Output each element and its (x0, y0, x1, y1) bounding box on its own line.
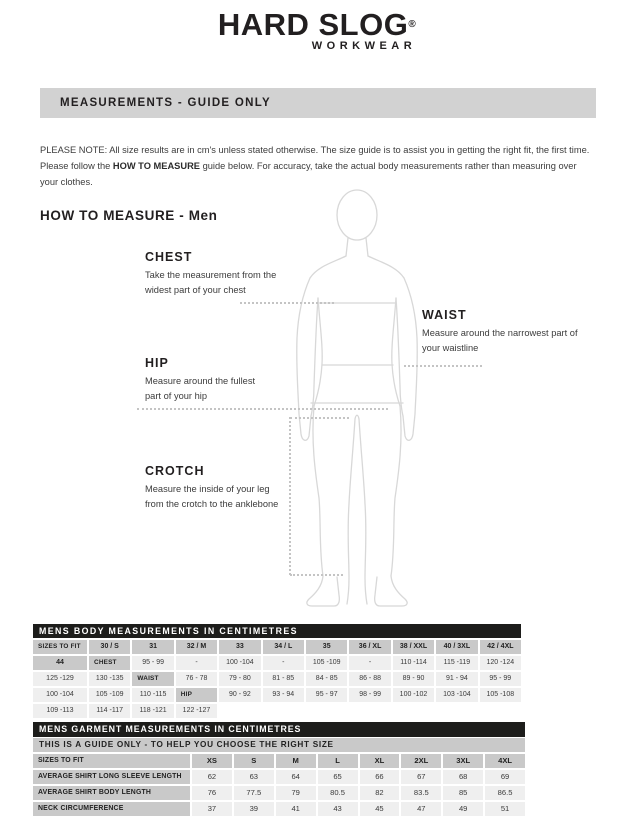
body-row-label-0: CHEST (89, 656, 130, 670)
body-cell-1-9: 105 -109 (89, 688, 130, 702)
chest-measure-line (240, 302, 334, 304)
garment-cell-2-6: 49 (443, 802, 483, 816)
body-cell-1-6: 91 - 94 (436, 672, 477, 686)
body-size-col-2: 32 / M (176, 640, 217, 654)
garment-cell-0-0: 62 (192, 770, 232, 784)
body-size-col-10: 44 (33, 656, 87, 670)
garment-size-col-4: XL (360, 754, 400, 768)
garment-cell-1-0: 76 (192, 786, 232, 800)
please-note-text (40, 142, 592, 190)
body-sizes-header-label: SIZES TO FIT (33, 640, 87, 654)
hip-label: HIP (145, 356, 169, 370)
body-cell-2-4: 100 -102 (393, 688, 434, 702)
body-cell-1-1: 79 - 80 (219, 672, 260, 686)
body-cell-0-2: 100 -104 (219, 656, 260, 670)
garment-sizes-header-label: SIZES TO FIT (33, 754, 190, 768)
crotch-measure-line-vertical (289, 417, 291, 575)
body-size-col-8: 40 / 3XL (436, 640, 477, 654)
garment-cell-0-2: 64 (276, 770, 316, 784)
garment-cell-1-1: 77.5 (234, 786, 274, 800)
garment-cell-2-3: 43 (318, 802, 358, 816)
garment-row-label-2: NECK CIRCUMFERENCE (33, 802, 190, 816)
brand-logo (0, 9, 634, 54)
body-cell-0-9: 125 -129 (33, 672, 87, 686)
waist-section (422, 308, 582, 356)
garment-table-grid (33, 754, 525, 816)
garment-cell-2-4: 45 (360, 802, 400, 816)
garment-cell-1-5: 83.5 (401, 786, 441, 800)
body-cell-1-2: 81 - 85 (263, 672, 304, 686)
chest-description: Take the measurement from the widest part of your chest (145, 270, 277, 295)
body-cell-0-8: 120 -124 (480, 656, 521, 670)
garment-cell-0-4: 66 (360, 770, 400, 784)
body-size-col-9: 42 / 4XL (480, 640, 521, 654)
registered-mark: ® (408, 19, 417, 30)
measurements-title: MEASUREMENTS - GUIDE ONLY (60, 97, 271, 109)
garment-size-col-0: XS (192, 754, 232, 768)
garment-table-title: MENS GARMENT MEASUREMENTS IN CENTIMETRES (33, 722, 525, 737)
garment-cell-0-6: 68 (443, 770, 483, 784)
body-cell-0-10: 130 -135 (89, 672, 130, 686)
body-table-title: MENS BODY MEASUREMENTS IN CENTIMETRES (33, 624, 521, 638)
body-cell-2-2: 95 - 97 (306, 688, 347, 702)
crotch-description: Measure the inside of your leg from the crotch to the anklebone (145, 484, 279, 509)
body-figure-illustration (278, 186, 438, 611)
garment-cell-1-7: 86.5 (485, 786, 525, 800)
body-cell-0-3: - (263, 656, 304, 670)
garment-cell-2-5: 47 (401, 802, 441, 816)
garment-size-col-1: S (234, 754, 274, 768)
garment-cell-2-1: 39 (234, 802, 274, 816)
garment-cell-1-2: 79 (276, 786, 316, 800)
body-cell-1-0: 76 - 78 (176, 672, 217, 686)
garment-size-col-6: 3XL (443, 754, 483, 768)
garment-table-subtitle: THIS IS A GUIDE ONLY - TO HELP YOU CHOOSE THE RIGHT SIZE (33, 738, 525, 752)
garment-size-col-3: L (318, 754, 358, 768)
body-cell-0-0: 95 - 99 (132, 656, 173, 670)
body-size-col-3: 33 (219, 640, 260, 654)
body-cell-1-3: 84 - 85 (306, 672, 347, 686)
garment-size-col-5: 2XL (401, 754, 441, 768)
garment-cell-0-3: 65 (318, 770, 358, 784)
note-part2: guide below. For accuracy, take the actual body measurements rather than measuring over your clothes. (40, 161, 577, 188)
garment-cell-1-3: 80.5 (318, 786, 358, 800)
body-cell-2-8: 114 -117 (89, 704, 130, 718)
body-cell-2-7: 109 -113 (33, 704, 87, 718)
garment-row-label-0: AVERAGE SHIRT LONG SLEEVE LENGTH (33, 770, 190, 784)
body-measurements-table (33, 624, 521, 718)
garment-cell-0-1: 63 (234, 770, 274, 784)
hip-description: Measure around the fullest part of your hip (145, 376, 256, 401)
body-cell-0-6: 110 -114 (393, 656, 434, 670)
garment-cell-2-7: 51 (485, 802, 525, 816)
body-cell-2-6: 105 -108 (480, 688, 521, 702)
body-row-label-1: WAIST (132, 672, 173, 686)
body-cell-2-9: 118 -121 (132, 704, 173, 718)
body-cell-1-7: 95 - 99 (480, 672, 521, 686)
garment-cell-1-4: 82 (360, 786, 400, 800)
body-cell-2-1: 93 - 94 (263, 688, 304, 702)
body-cell-0-4: 105 -109 (306, 656, 347, 670)
crotch-measure-line-top (290, 417, 349, 419)
waist-measure-line (404, 365, 482, 367)
body-size-col-7: 38 / XXL (393, 640, 434, 654)
body-cell-1-10: 110 -115 (132, 688, 173, 702)
garment-size-col-2: M (276, 754, 316, 768)
how-to-measure-heading: HOW TO MEASURE - Men (40, 208, 218, 224)
body-cell-0-7: 115 -119 (436, 656, 477, 670)
body-cell-2-3: 98 - 99 (349, 688, 390, 702)
waist-description: Measure around the narrowest part of your waistline (422, 328, 578, 353)
garment-cell-2-0: 37 (192, 802, 232, 816)
brand-subtitle: WORKWEAR (311, 40, 417, 52)
body-cell-2-5: 103 -104 (436, 688, 477, 702)
garment-cell-1-6: 85 (443, 786, 483, 800)
body-row-label-2: HIP (176, 688, 217, 702)
body-cell-0-1: - (176, 656, 217, 670)
hip-measure-line (137, 408, 388, 410)
garment-measurements-table (33, 722, 525, 816)
body-cell-1-5: 89 - 90 (393, 672, 434, 686)
garment-row-label-1: AVERAGE SHIRT BODY LENGTH (33, 786, 190, 800)
body-cell-2-10: 122 -127 (176, 704, 217, 718)
body-size-col-0: 30 / S (89, 640, 130, 654)
garment-size-col-7: 4XL (485, 754, 525, 768)
body-cell-1-4: 86 - 88 (349, 672, 390, 686)
crotch-measure-line-bottom (290, 574, 343, 576)
chest-section (145, 250, 290, 298)
garment-cell-2-2: 41 (276, 802, 316, 816)
body-cell-0-5: - (349, 656, 390, 670)
hip-section (145, 356, 260, 404)
body-table-grid (33, 640, 521, 718)
note-part1: PLEASE NOTE: All size results are in cm's unless stated otherwise. The size guide is to assist you in getting the right fit, the first time. Please follow the (40, 145, 590, 172)
body-cell-1-8: 100 -104 (33, 688, 87, 702)
garment-cell-0-5: 67 (401, 770, 441, 784)
brand-name (218, 9, 416, 41)
body-cell-2-0: 90 - 92 (219, 688, 260, 702)
chest-label: CHEST (145, 250, 193, 264)
body-size-col-6: 36 / XL (349, 640, 390, 654)
crotch-label: CROTCH (145, 464, 205, 478)
body-size-col-5: 35 (306, 640, 347, 654)
measurements-title-bar (40, 88, 596, 118)
body-size-col-4: 34 / L (263, 640, 304, 654)
note-bold: HOW TO MEASURE (112, 161, 200, 172)
brand-text: HARD SLOG (217, 7, 409, 42)
crotch-section (145, 464, 285, 512)
body-size-col-1: 31 (132, 640, 173, 654)
garment-cell-0-7: 69 (485, 770, 525, 784)
waist-label: WAIST (422, 308, 467, 322)
